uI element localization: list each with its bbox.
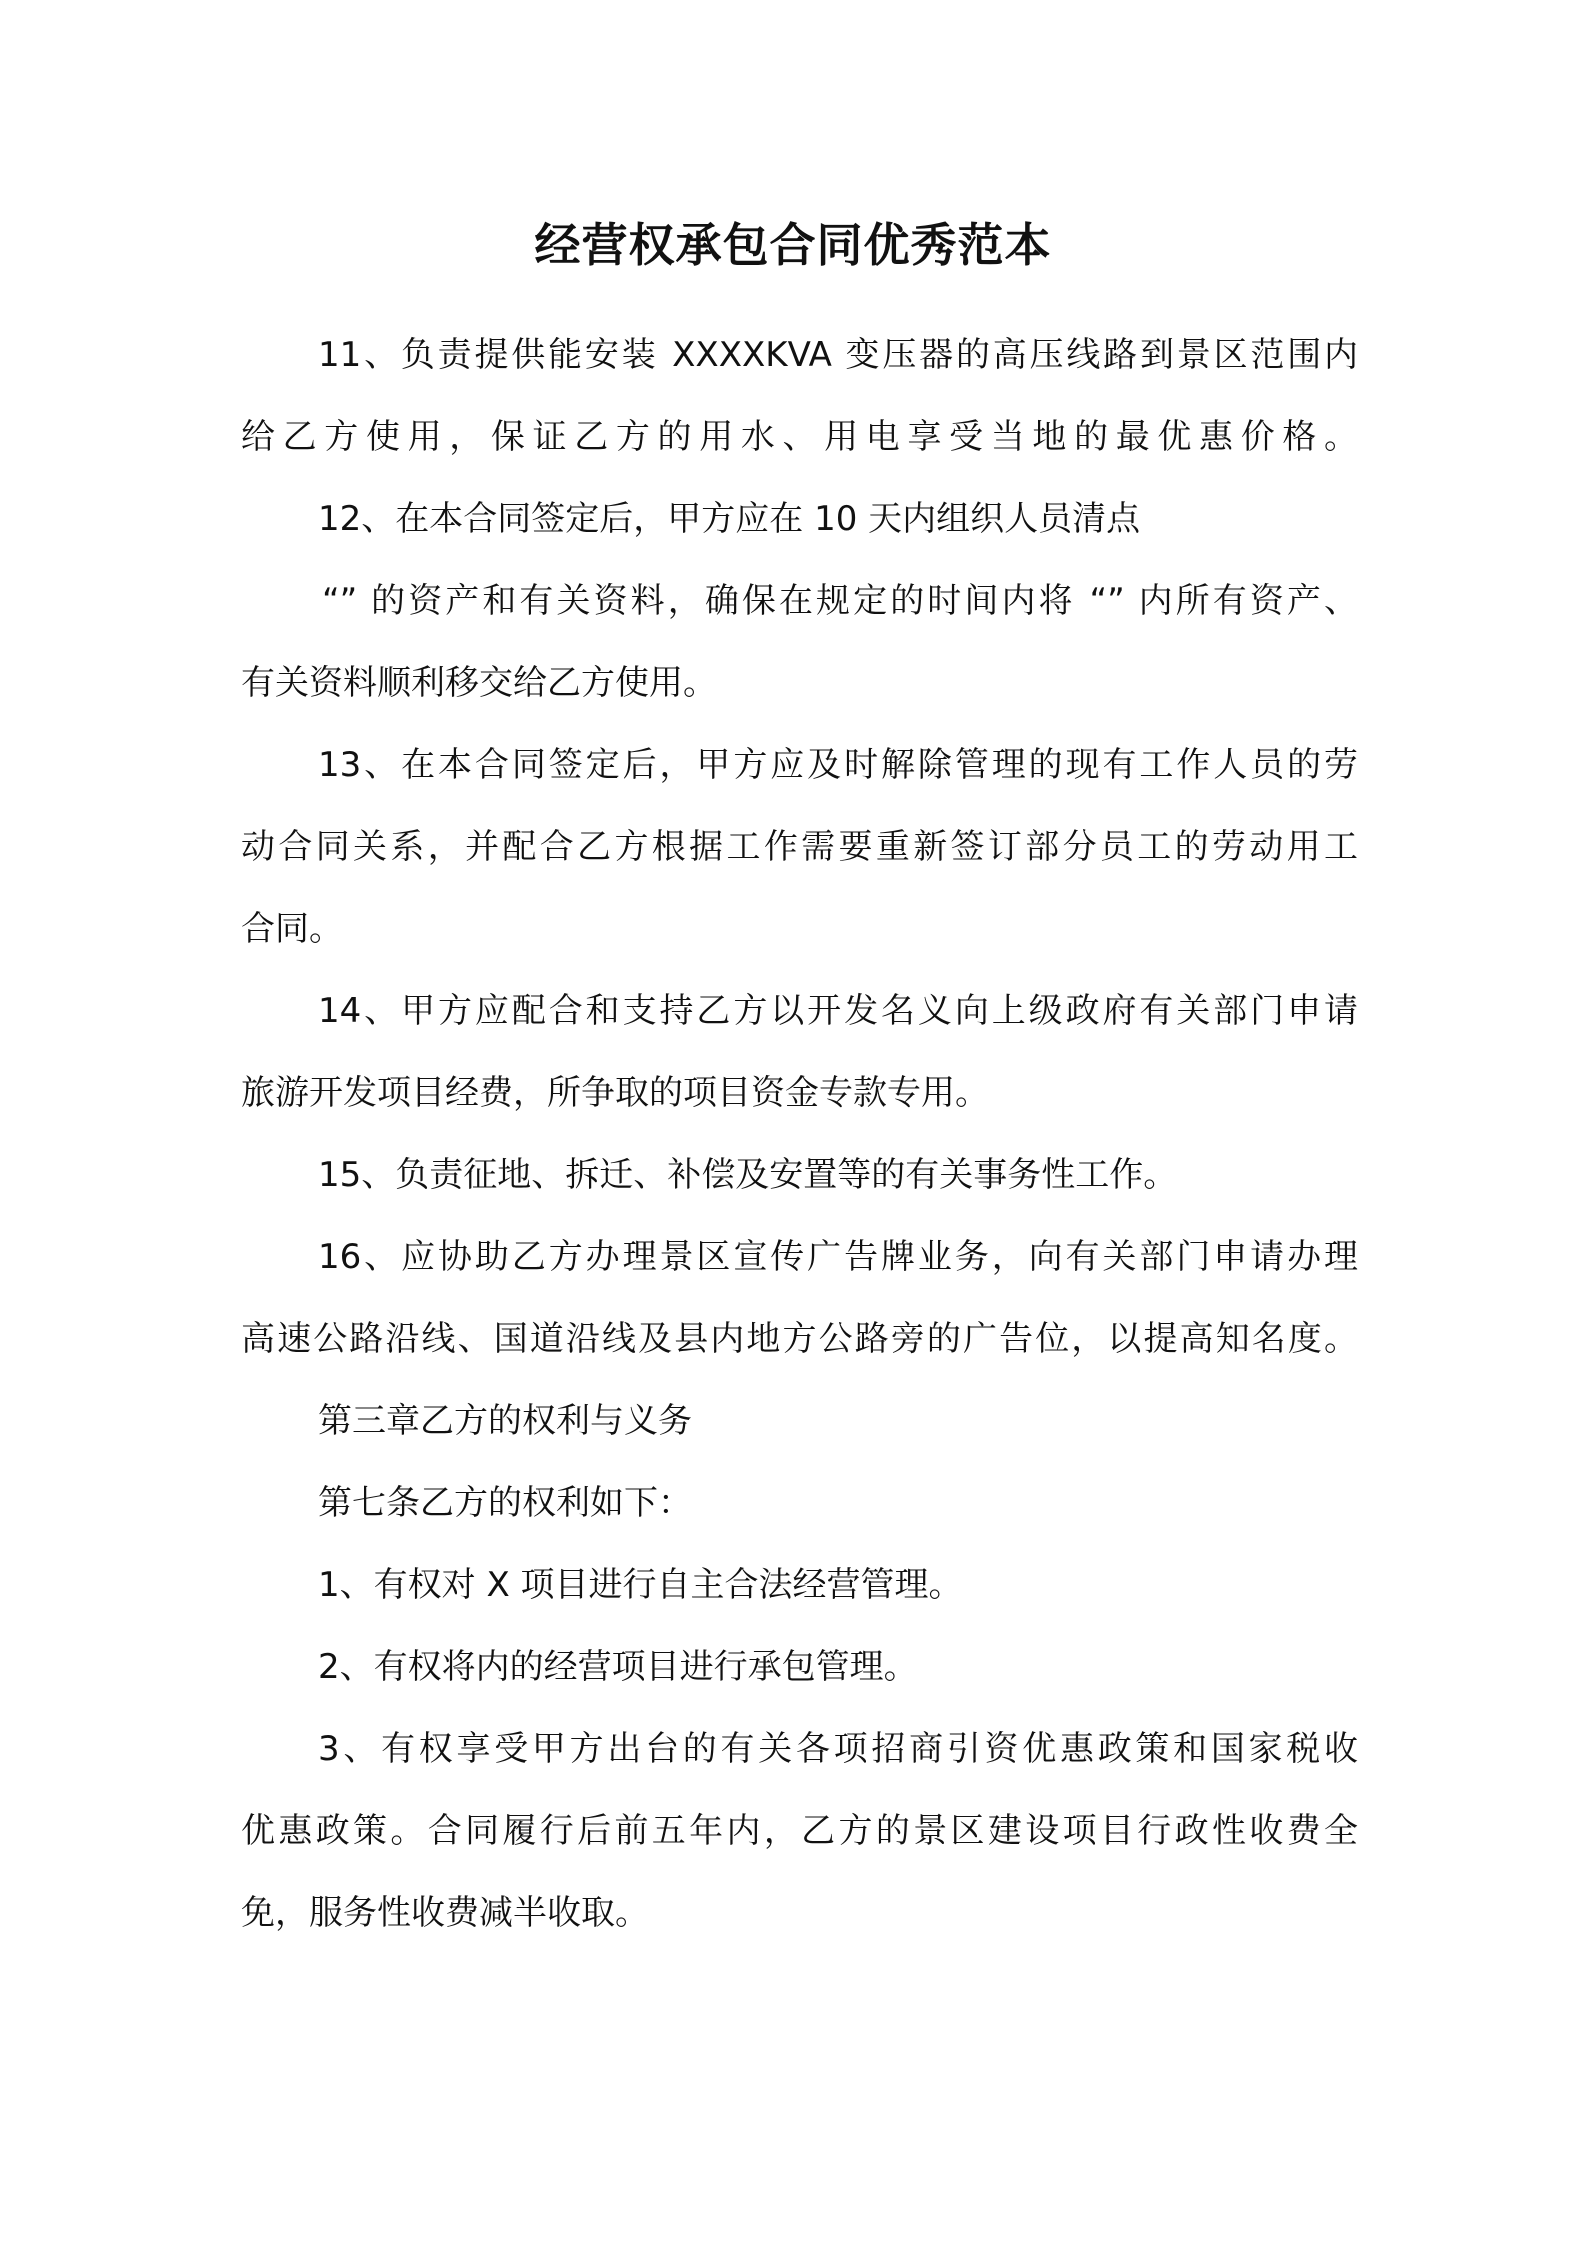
paragraph-line: 2、有权将内的经营项目进行承包管理。 xyxy=(318,1647,918,1687)
paragraph-line: “” 的资产和有关资料，确保在规定的时间内将 “” 内所有资产、 xyxy=(322,581,1358,621)
paragraph-line: 优惠政策。合同履行后前五年内，乙方的景区建设项目行政性收费全 xyxy=(241,1811,1358,1851)
document-title: 经营权承包合同优秀范本 xyxy=(534,218,1052,272)
paragraph-line: 13、在本合同签定后，甲方应及时解除管理的现有工作人员的劳 xyxy=(318,745,1358,785)
article-heading: 第七条乙方的权利如下： xyxy=(318,1483,692,1523)
paragraph-line: 1、有权对 X 项目进行自主合法经营管理。 xyxy=(318,1565,963,1605)
paragraph-line: 有关资料顺利移交给乙方使用。 xyxy=(241,663,717,703)
paragraph-line: 16、应协助乙方办理景区宣传广告牌业务，向有关部门申请办理 xyxy=(318,1237,1358,1277)
paragraph-line: 3、有权享受甲方出台的有关各项招商引资优惠政策和国家税收 xyxy=(318,1729,1358,1769)
paragraph-line: 14、甲方应配合和支持乙方以开发名义向上级政府有关部门申请 xyxy=(318,991,1358,1031)
chapter-heading: 第三章乙方的权利与义务 xyxy=(318,1401,692,1441)
paragraph-line: 旅游开发项目经费，所争取的项目资金专款专用。 xyxy=(241,1073,989,1113)
paragraph-line: 高速公路沿线、国道沿线及县内地方公路旁的广告位，以提高知名度。 xyxy=(241,1319,1358,1359)
paragraph-line: 12、在本合同签定后，甲方应在 10 天内组织人员清点 xyxy=(318,499,1141,539)
paragraph-line: 15、负责征地、拆迁、补偿及安置等的有关事务性工作。 xyxy=(318,1155,1178,1195)
paragraph-line: 11、负责提供能安装 XXXXKVA 变压器的高压线路到景区范围内 xyxy=(318,335,1358,375)
paragraph-line: 合同。 xyxy=(241,909,343,949)
paragraph-line: 免，服务性收费减半收取。 xyxy=(241,1893,649,1933)
paragraph-line: 动合同关系，并配合乙方根据工作需要重新签订部分员工的劳动用工 xyxy=(241,827,1358,867)
paragraph-line: 给乙方使用，保证乙方的用水、用电享受当地的最优惠价格。 xyxy=(241,417,1358,457)
